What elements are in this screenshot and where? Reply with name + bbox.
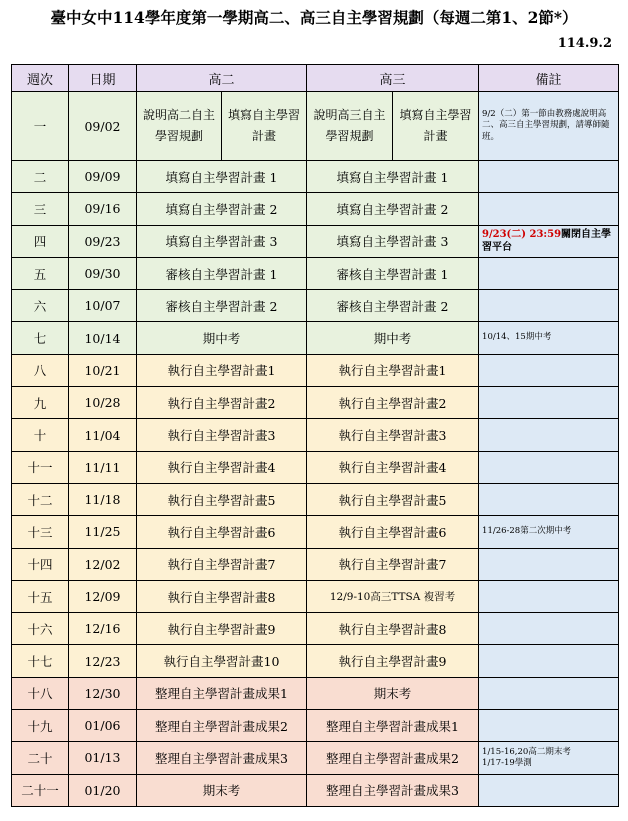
- week-cell: 一: [12, 92, 69, 161]
- date-cell: 10/14: [69, 322, 137, 354]
- table-row: [12, 710, 619, 742]
- date-cell: 10/07: [69, 290, 137, 322]
- week-cell: 十六: [12, 613, 69, 645]
- header-grade12: 高三: [307, 65, 479, 92]
- date-cell: 01/06: [69, 710, 137, 742]
- table-row: [12, 257, 619, 289]
- grade12-cell: 填寫自主學習計畫 3: [307, 225, 479, 257]
- date-cell: 09/16: [69, 193, 137, 225]
- date-cell: 12/09: [69, 580, 137, 612]
- week-cell: 十: [12, 419, 69, 451]
- grade11-cell: 審核自主學習計畫 2: [137, 290, 307, 322]
- note-cell: [479, 774, 619, 806]
- table-row: [12, 161, 619, 193]
- grade11-cell: 填寫自主學習計畫 1: [137, 161, 307, 193]
- header-date: 日期: [69, 65, 137, 92]
- table-row: [12, 645, 619, 677]
- grade11-cell-b: 填寫自主學習計畫: [222, 92, 307, 161]
- deadline-description: 關閉自主學習平台: [482, 228, 612, 254]
- grade12-cell: 審核自主學習計畫 1: [307, 257, 479, 289]
- grade12-cell: 審核自主學習計畫 2: [307, 290, 479, 322]
- grade11-cell: 期中考: [137, 322, 307, 354]
- table-row: [12, 193, 619, 225]
- grade12-cell: 12/9-10高三TTSA 複習考: [307, 580, 479, 612]
- note-cell: [479, 419, 619, 451]
- table-row: [12, 516, 619, 548]
- header-grade11: 高二: [137, 65, 307, 92]
- grade11-cell: 期末考: [137, 774, 307, 806]
- week-cell: 二十一: [12, 774, 69, 806]
- date-cell: 12/02: [69, 548, 137, 580]
- grade11-cell: 執行自主學習計畫9: [137, 613, 307, 645]
- note-cell: [479, 290, 619, 322]
- note-cell: [479, 742, 619, 774]
- table-row: [12, 677, 619, 709]
- grade11-cell: 執行自主學習計畫6: [137, 516, 307, 548]
- note-cell: [479, 580, 619, 612]
- grade11-cell: 執行自主學習計畫2: [137, 387, 307, 419]
- week-cell: 九: [12, 387, 69, 419]
- grade12-cell-b: 填寫自主學習計畫: [393, 92, 479, 161]
- note-line: 1/15-16,20高二期末考: [482, 746, 571, 757]
- table-row: [12, 225, 619, 257]
- table-row: [12, 742, 619, 774]
- date-cell: 09/02: [69, 92, 137, 161]
- grade11-cell: 整理自主學習計畫成果2: [137, 710, 307, 742]
- week-cell: 八: [12, 354, 69, 386]
- table-row: [12, 387, 619, 419]
- date-cell: 01/13: [69, 742, 137, 774]
- date-cell: 11/25: [69, 516, 137, 548]
- note-cell: [479, 548, 619, 580]
- week-cell: 十一: [12, 451, 69, 483]
- schedule-table: [11, 64, 619, 807]
- table-row: [12, 290, 619, 322]
- date-cell: 10/28: [69, 387, 137, 419]
- date-cell: 09/30: [69, 257, 137, 289]
- grade12-cell: 整理自主學習計畫成果2: [307, 742, 479, 774]
- grade12-cell: 執行自主學習計畫7: [307, 548, 479, 580]
- date-cell: 11/04: [69, 419, 137, 451]
- note-cell: 9/2（二）第一節由教務處說明高二、高三自主學習規劃，請導師隨班。: [479, 92, 619, 161]
- grade11-cell-a: 說明高二自主學習規劃: [137, 92, 222, 161]
- grade12-cell: 整理自主學習計畫成果3: [307, 774, 479, 806]
- grade11-cell: 執行自主學習計畫5: [137, 483, 307, 515]
- week-cell: 六: [12, 290, 69, 322]
- table-row: [12, 774, 619, 806]
- grade11-cell: 審核自主學習計畫 1: [137, 257, 307, 289]
- note-cell: 10/14、15期中考: [479, 322, 619, 354]
- grade12-cell: 執行自主學習計畫5: [307, 483, 479, 515]
- date-cell: 11/18: [69, 483, 137, 515]
- grade11-cell: 執行自主學習計畫4: [137, 451, 307, 483]
- date-cell: 11/11: [69, 451, 137, 483]
- grade11-cell: 執行自主學習計畫3: [137, 419, 307, 451]
- week-cell: 七: [12, 322, 69, 354]
- grade12-cell: 執行自主學習計畫4: [307, 451, 479, 483]
- date-cell: 09/09: [69, 161, 137, 193]
- week-cell: 十四: [12, 548, 69, 580]
- grade11-cell: 整理自主學習計畫成果1: [137, 677, 307, 709]
- table-row: [12, 354, 619, 386]
- week-cell: 二: [12, 161, 69, 193]
- note-cell: [479, 257, 619, 289]
- grade12-cell: 執行自主學習計畫2: [307, 387, 479, 419]
- table-row: [12, 322, 619, 354]
- grade11-cell: 執行自主學習計畫8: [137, 580, 307, 612]
- grade12-cell: 執行自主學習計畫6: [307, 516, 479, 548]
- grade12-cell: 執行自主學習計畫8: [307, 613, 479, 645]
- header-note: 備註: [479, 65, 619, 92]
- note-cell: [479, 645, 619, 677]
- week-cell: 十九: [12, 710, 69, 742]
- note-cell: [479, 354, 619, 386]
- grade11-cell: 整理自主學習計畫成果3: [137, 742, 307, 774]
- week-cell: 十五: [12, 580, 69, 612]
- header-week: 週次: [12, 65, 69, 92]
- page-title: 臺中女中114學年度第一學期高二、高三自主學習規劃（每週二第1、2節*）: [50, 8, 578, 27]
- grade12-cell: 填寫自主學習計畫 2: [307, 193, 479, 225]
- week-cell: 十七: [12, 645, 69, 677]
- table-row: [12, 483, 619, 515]
- note-cell: [479, 161, 619, 193]
- table-row: [12, 92, 619, 161]
- date-cell: 12/23: [69, 645, 137, 677]
- grade12-cell: 期末考: [307, 677, 479, 709]
- grade12-cell-a: 說明高三自主學習規劃: [307, 92, 393, 161]
- grade12-cell: 整理自主學習計畫成果1: [307, 710, 479, 742]
- note-cell: [479, 710, 619, 742]
- grade11-cell: 填寫自主學習計畫 2: [137, 193, 307, 225]
- note-cell: [479, 451, 619, 483]
- week-cell: 五: [12, 257, 69, 289]
- week-cell: 十八: [12, 677, 69, 709]
- table-row: [12, 548, 619, 580]
- date-cell: 09/23: [69, 225, 137, 257]
- week-cell: 十三: [12, 516, 69, 548]
- document-date: 114.9.2: [557, 36, 612, 51]
- grade12-cell: 執行自主學習計畫1: [307, 354, 479, 386]
- date-cell: 10/21: [69, 354, 137, 386]
- note-cell: [479, 677, 619, 709]
- header-row: [12, 65, 619, 92]
- grade12-cell: 執行自主學習計畫3: [307, 419, 479, 451]
- week-cell: 四: [12, 225, 69, 257]
- note-cell: [479, 483, 619, 515]
- date-cell: 01/20: [69, 774, 137, 806]
- week-cell: 三: [12, 193, 69, 225]
- date-cell: 12/16: [69, 613, 137, 645]
- note-line: 1/17-19學測: [482, 757, 532, 768]
- grade11-cell: 執行自主學習計畫7: [137, 548, 307, 580]
- grade12-cell: 執行自主學習計畫9: [307, 645, 479, 677]
- table-row: [12, 613, 619, 645]
- note-cell: [479, 225, 619, 257]
- note-cell: [479, 193, 619, 225]
- grade11-cell: 執行自主學習計畫10: [137, 645, 307, 677]
- grade11-cell: 填寫自主學習計畫 3: [137, 225, 307, 257]
- deadline-text: 9/23(二) 23:59: [482, 228, 562, 240]
- week-cell: 十二: [12, 483, 69, 515]
- date-cell: 12/30: [69, 677, 137, 709]
- table-row: [12, 451, 619, 483]
- note-cell: [479, 613, 619, 645]
- week-cell: 二十: [12, 742, 69, 774]
- table-row: [12, 580, 619, 612]
- table-row: [12, 419, 619, 451]
- grade12-cell: 期中考: [307, 322, 479, 354]
- grade11-cell: 執行自主學習計畫1: [137, 354, 307, 386]
- note-cell: 11/26-28第二次期中考: [479, 516, 619, 548]
- grade12-cell: 填寫自主學習計畫 1: [307, 161, 479, 193]
- note-cell: [479, 387, 619, 419]
